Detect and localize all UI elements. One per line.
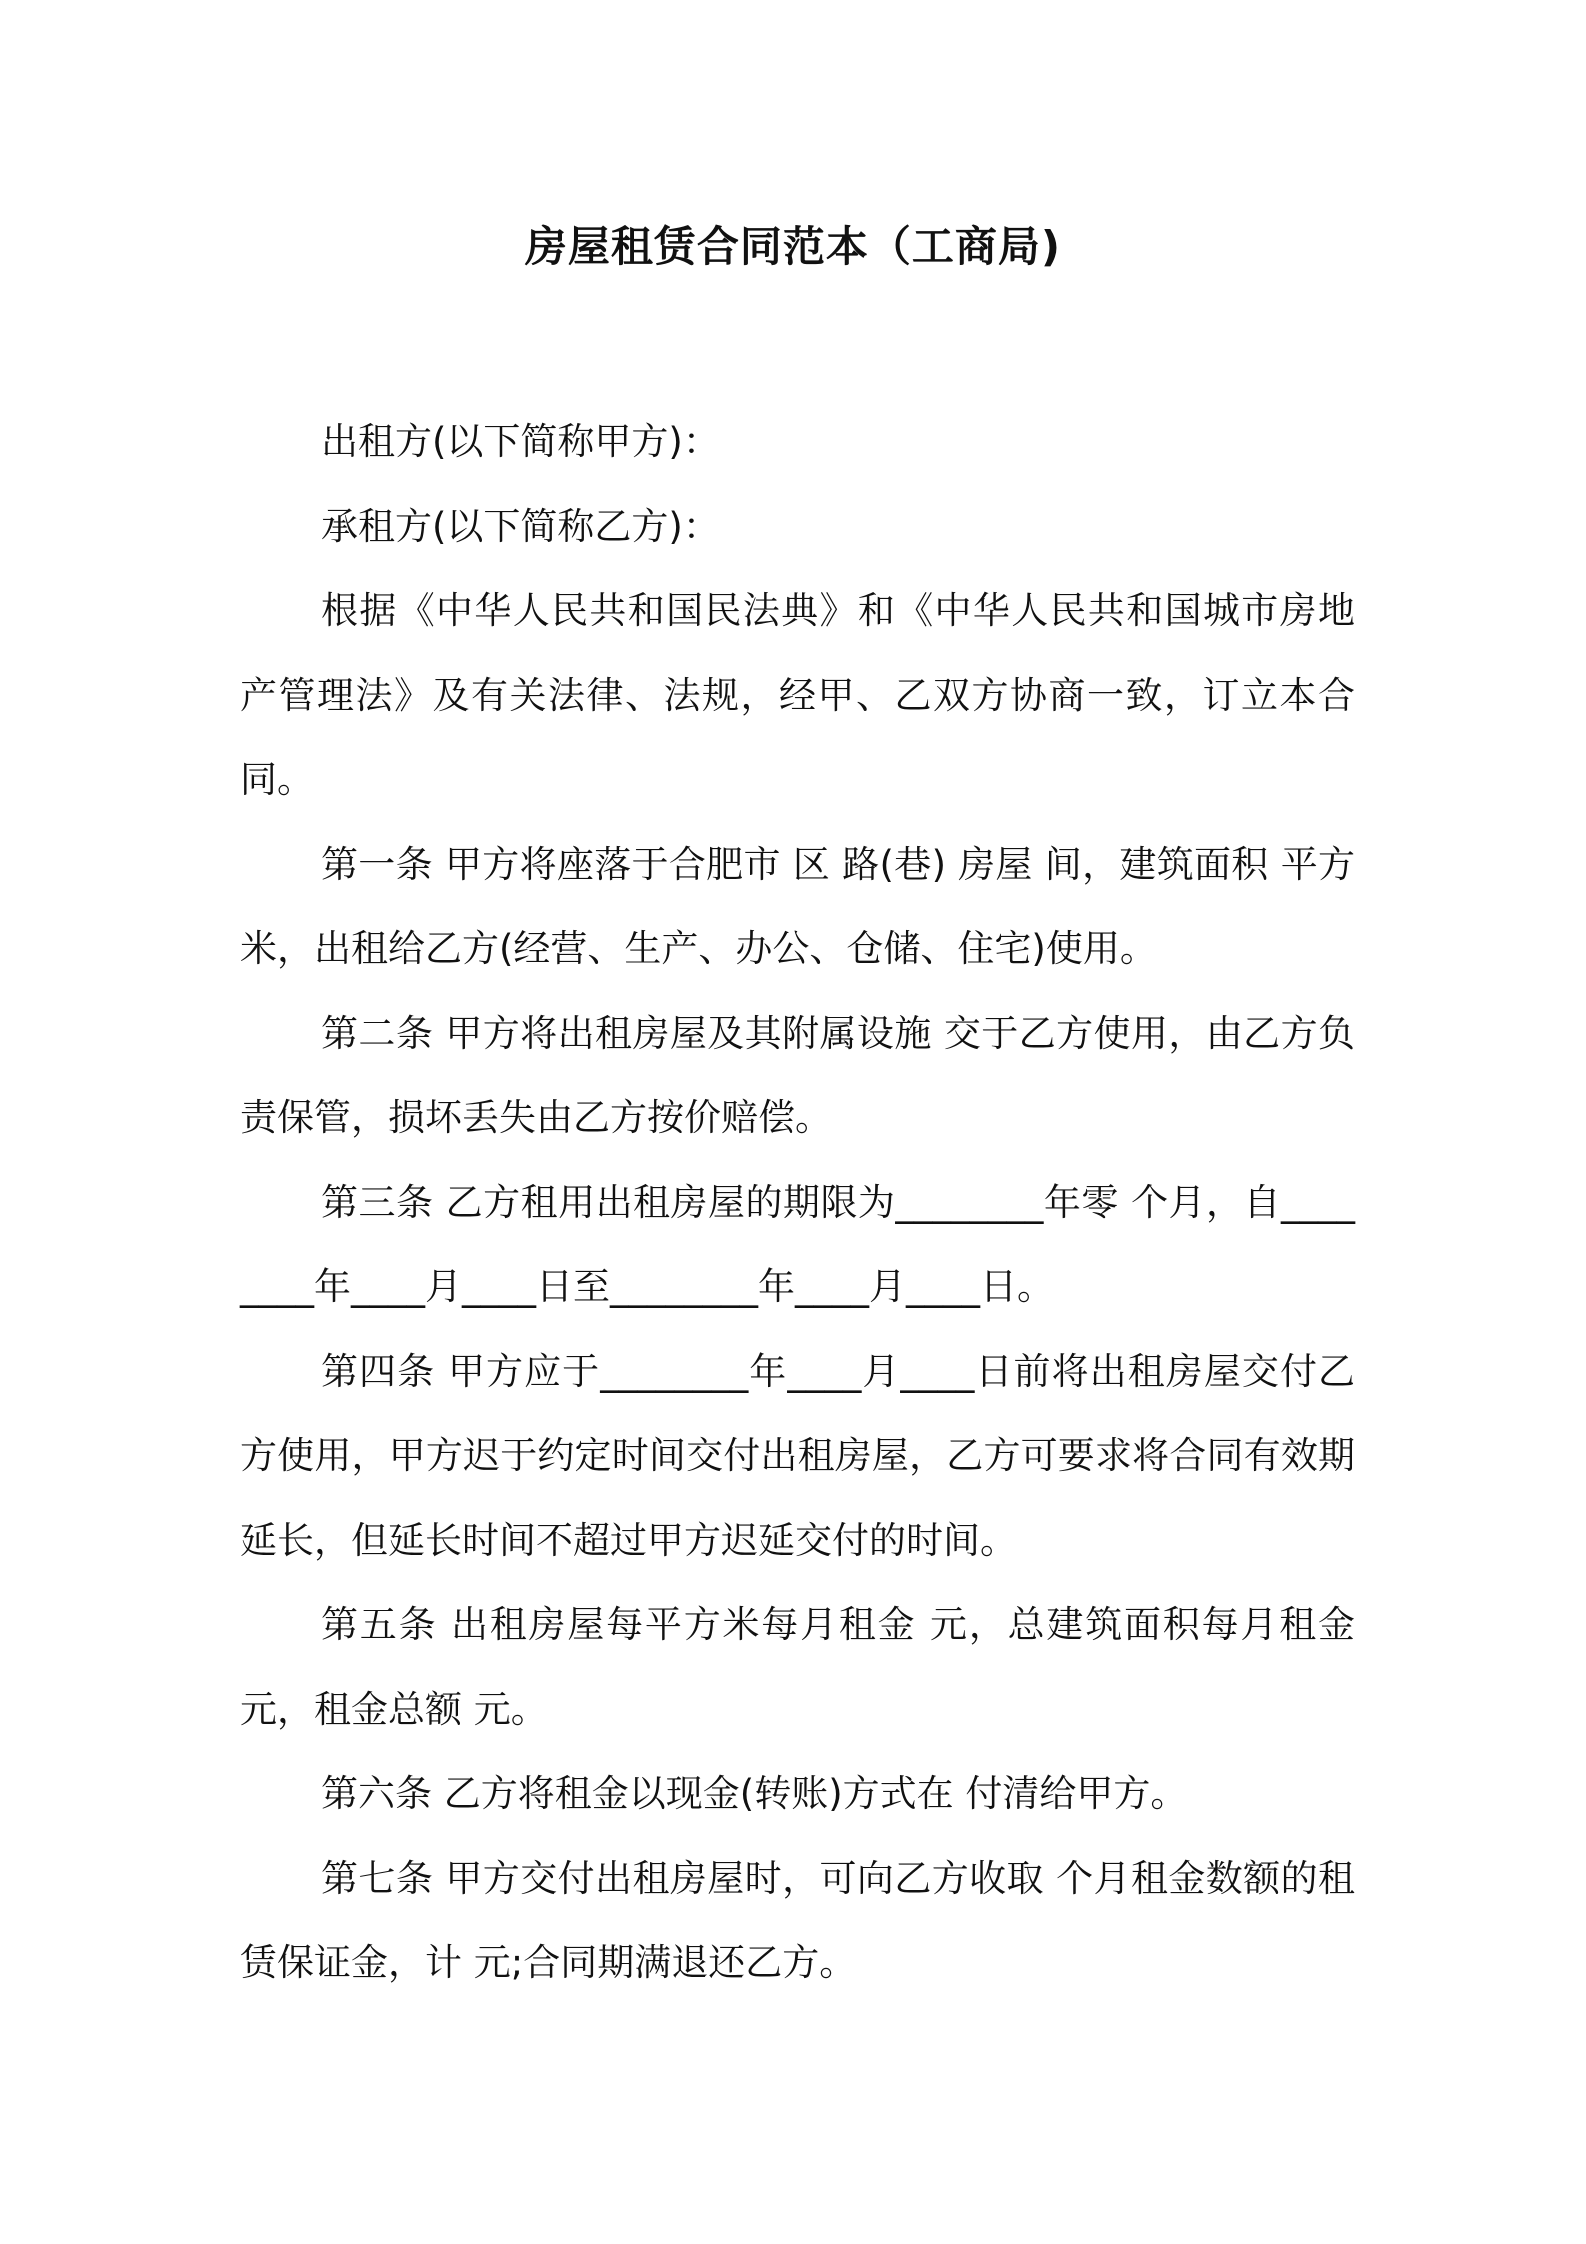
article-2: 第二条 甲方将出租房屋及其附属设施 交于乙方使用，由乙方负责保管，损坏丢失由乙方按价赔偿。: [240, 1011, 1355, 1139]
lessor-line: 出租方(以下简称甲方)：: [321, 420, 720, 463]
article-1: 第一条 甲方将座落于合肥市 区 路(巷) 房屋 间，建筑面积 平方米，出租给乙方(经营、生产、办公、仓储、住宅)使用。: [240, 842, 1355, 970]
lessee-line: 承租方(以下简称乙方)：: [321, 504, 720, 548]
article-4: 第四条 甲方应于________年____月____日前将出租房屋交付乙方使用，甲方迟于约定时间交付出租房屋，乙方可要求将合同有效期延长，但延长时间不超过甲方迟延交付的时间。: [240, 1349, 1355, 1562]
document-title: 房屋租赁合同范本（工商局): [524, 222, 1062, 271]
article-3: 第三条 乙方租用出租房屋的期限为________年零 个月，自________年____月____日至________年____月____日。: [240, 1180, 1355, 1308]
article-7: 第七条 甲方交付出租房屋时，可向乙方收取 个月租金数额的租赁保证金，计 元;合同期满退还乙方。: [240, 1856, 1355, 1984]
article-6: 第六条 乙方将租金以现金(转账)方式在 付清给甲方。: [321, 1772, 1188, 1815]
article-5: 第五条 出租房屋每平方米每月租金 元，总建筑面积每月租金 元，租金总额 元。: [240, 1603, 1355, 1731]
preamble-paragraph: 根据《中华人民共和国民法典》和《中华人民共和国城市房地产管理法》及有关法律、法规，经甲、乙双方协商一致，订立本合同。: [240, 589, 1355, 801]
document-body: [240, 400, 1355, 2006]
